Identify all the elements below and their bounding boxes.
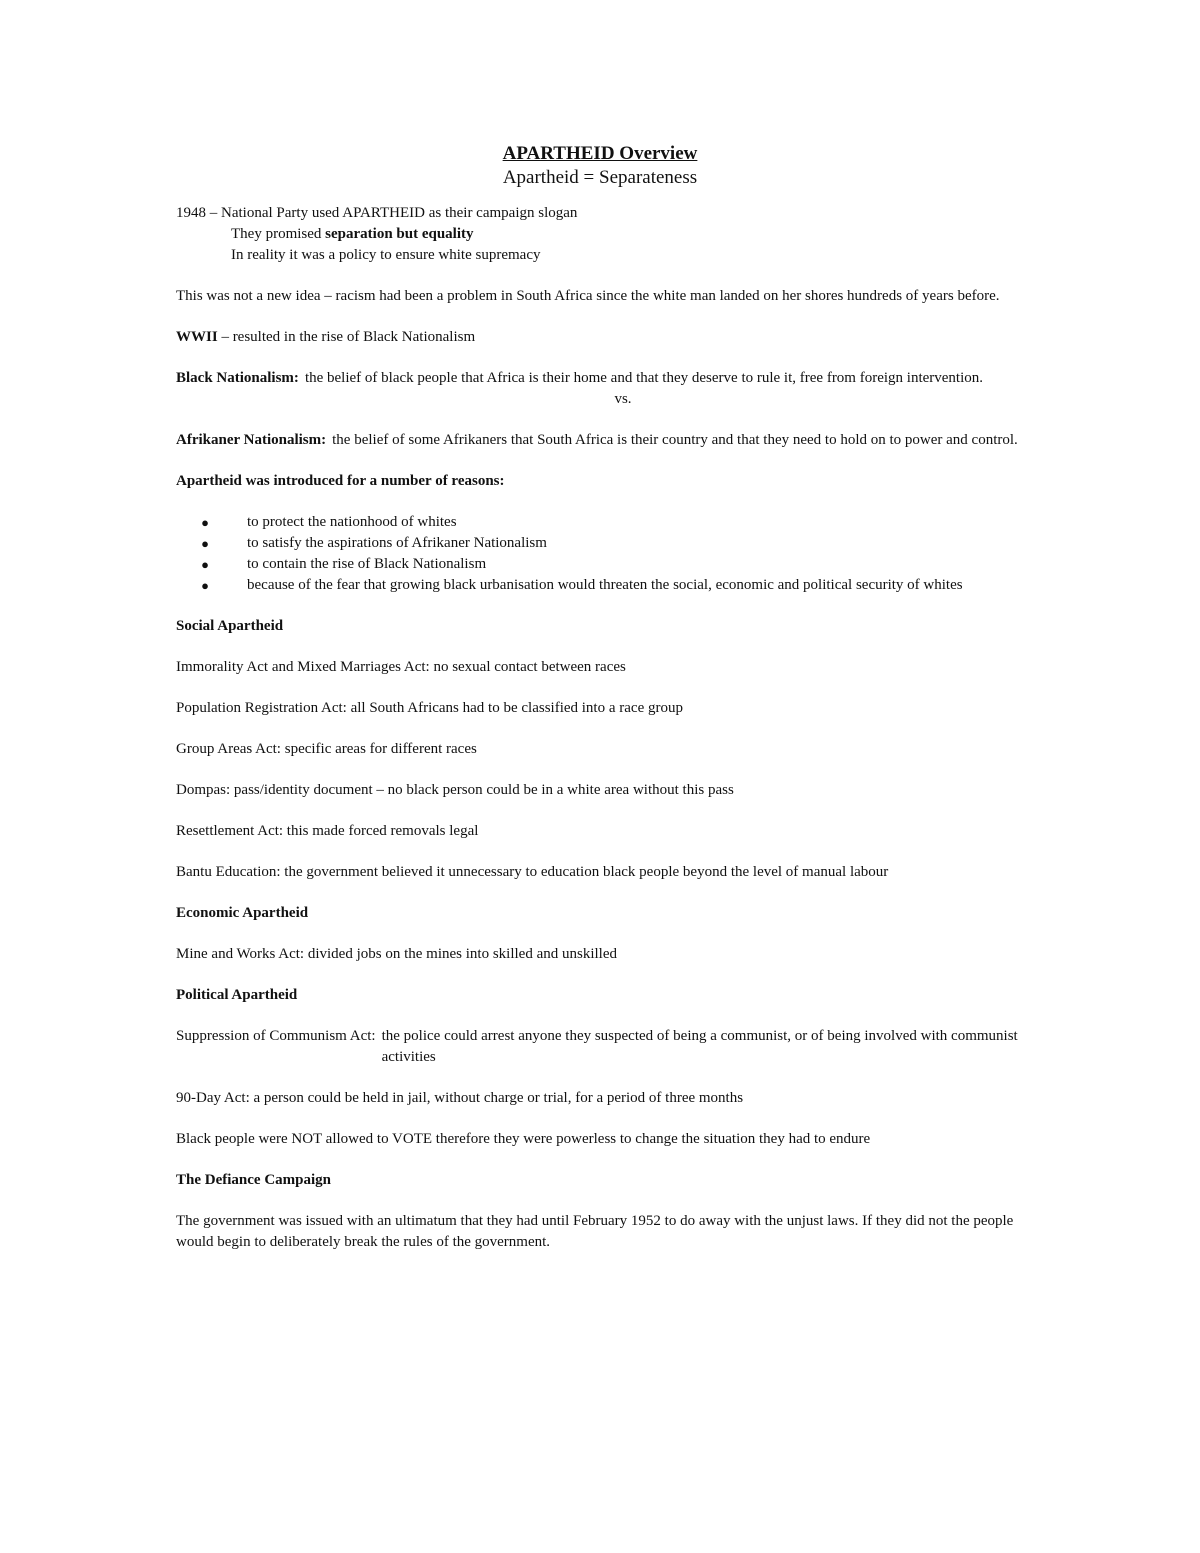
vs-separator: vs. [614, 391, 632, 407]
intro-line-1948: 1948 – National Party used APARTHEID as their campaign slogan [176, 205, 578, 221]
social-item-population-registration: Population Registration Act: all South Africans had to be classified into a race group [176, 700, 683, 716]
reason-text: to protect the nationhood of whites [247, 514, 457, 530]
reason-text: to contain the rise of Black Nationalism [247, 556, 487, 572]
social-item-resettlement: Resettlement Act: this made forced removals legal [176, 823, 479, 839]
title-block [176, 142, 1024, 190]
bullet-icon: ● [201, 536, 209, 551]
political-item-vote: Black people were NOT allowed to VOTE therefore they were powerless to change the situation they had to endure [176, 1131, 871, 1147]
social-item-group-areas: Group Areas Act: specific areas for different races [176, 741, 477, 757]
political-item-suppression [176, 1026, 1024, 1068]
social-item-immorality-act: Immorality Act and Mixed Marriages Act: no sexual contact between races [176, 659, 626, 675]
list-item [176, 512, 1024, 533]
list-item [176, 533, 1024, 554]
defiance-campaign-paragraph: The government was issued with an ultimatum that they had until February 1952 to do away with the unjust laws. If they did not the people would begin to deliberately break the rules of the government. [176, 1213, 1014, 1250]
suppression-text: the police could arrest anyone they suspected of being a communist, or of being involved with communist activities [381, 1028, 1018, 1065]
political-apartheid-heading: Political Apartheid [176, 987, 298, 1003]
intro-line-reality: In reality it was a policy to ensure white supremacy [231, 247, 541, 263]
reasons-list [176, 512, 1024, 596]
defiance-campaign-heading: The Defiance Campaign [176, 1172, 331, 1188]
wwii-text: – resulted in the rise of Black Nationalism [217, 329, 476, 345]
intro-line-promise [176, 224, 1024, 245]
reasons-heading: Apartheid was introduced for a number of reasons: [176, 473, 505, 489]
political-item-90-day: 90-Day Act: a person could be held in jail, without charge or trial, for a period of three months [176, 1090, 744, 1106]
afrikaner-nationalism-text: the belief of some Afrikaners that South Africa is their country and that they need to hold on to power and control. [332, 432, 1018, 448]
promise-bold: separation but equality [325, 226, 474, 242]
suppression-term: Suppression of Communism Act: [176, 1028, 376, 1044]
document-subtitle: Apartheid = Separateness [502, 167, 698, 188]
afrikaner-nationalism-definition [176, 430, 1024, 451]
reason-text: to satisfy the aspirations of Afrikaner Nationalism [247, 535, 547, 551]
black-nationalism-definition [176, 368, 1024, 389]
document-page [176, 140, 1024, 1253]
wwii-line [176, 327, 1024, 348]
document-title: APARTHEID Overview [502, 143, 698, 164]
bullet-icon: ● [201, 557, 209, 572]
list-item [176, 575, 1024, 596]
bullet-icon: ● [201, 578, 209, 593]
afrikaner-nationalism-term: Afrikaner Nationalism: [176, 432, 327, 448]
black-nationalism-term: Black Nationalism: [176, 370, 299, 386]
social-item-bantu-education: Bantu Education: the government believed it unnecessary to education black people beyond the level of manual labour [176, 864, 889, 880]
intro-section [176, 203, 1024, 266]
bullet-icon: ● [201, 515, 209, 530]
black-nationalism-text: the belief of black people that Africa is their home and that they deserve to rule it, free from foreign intervention. [304, 370, 984, 386]
wwii-label: WWII [176, 329, 218, 345]
promise-prefix: They promised [231, 226, 326, 242]
reason-text: because of the fear that growing black urbanisation would threaten the social, economic and political security of whites [247, 577, 963, 593]
social-item-dompas: Dompas: pass/identity document – no black person could be in a white area without this pass [176, 782, 734, 798]
social-apartheid-heading: Social Apartheid [176, 618, 284, 634]
list-item [176, 554, 1024, 575]
economic-apartheid-heading: Economic Apartheid [176, 905, 309, 921]
not-new-paragraph: This was not a new idea – racism had been a problem in South Africa since the white man landed on her shores hundreds of years before. [176, 288, 1000, 304]
economic-item-mine-works: Mine and Works Act: divided jobs on the mines into skilled and unskilled [176, 946, 617, 962]
